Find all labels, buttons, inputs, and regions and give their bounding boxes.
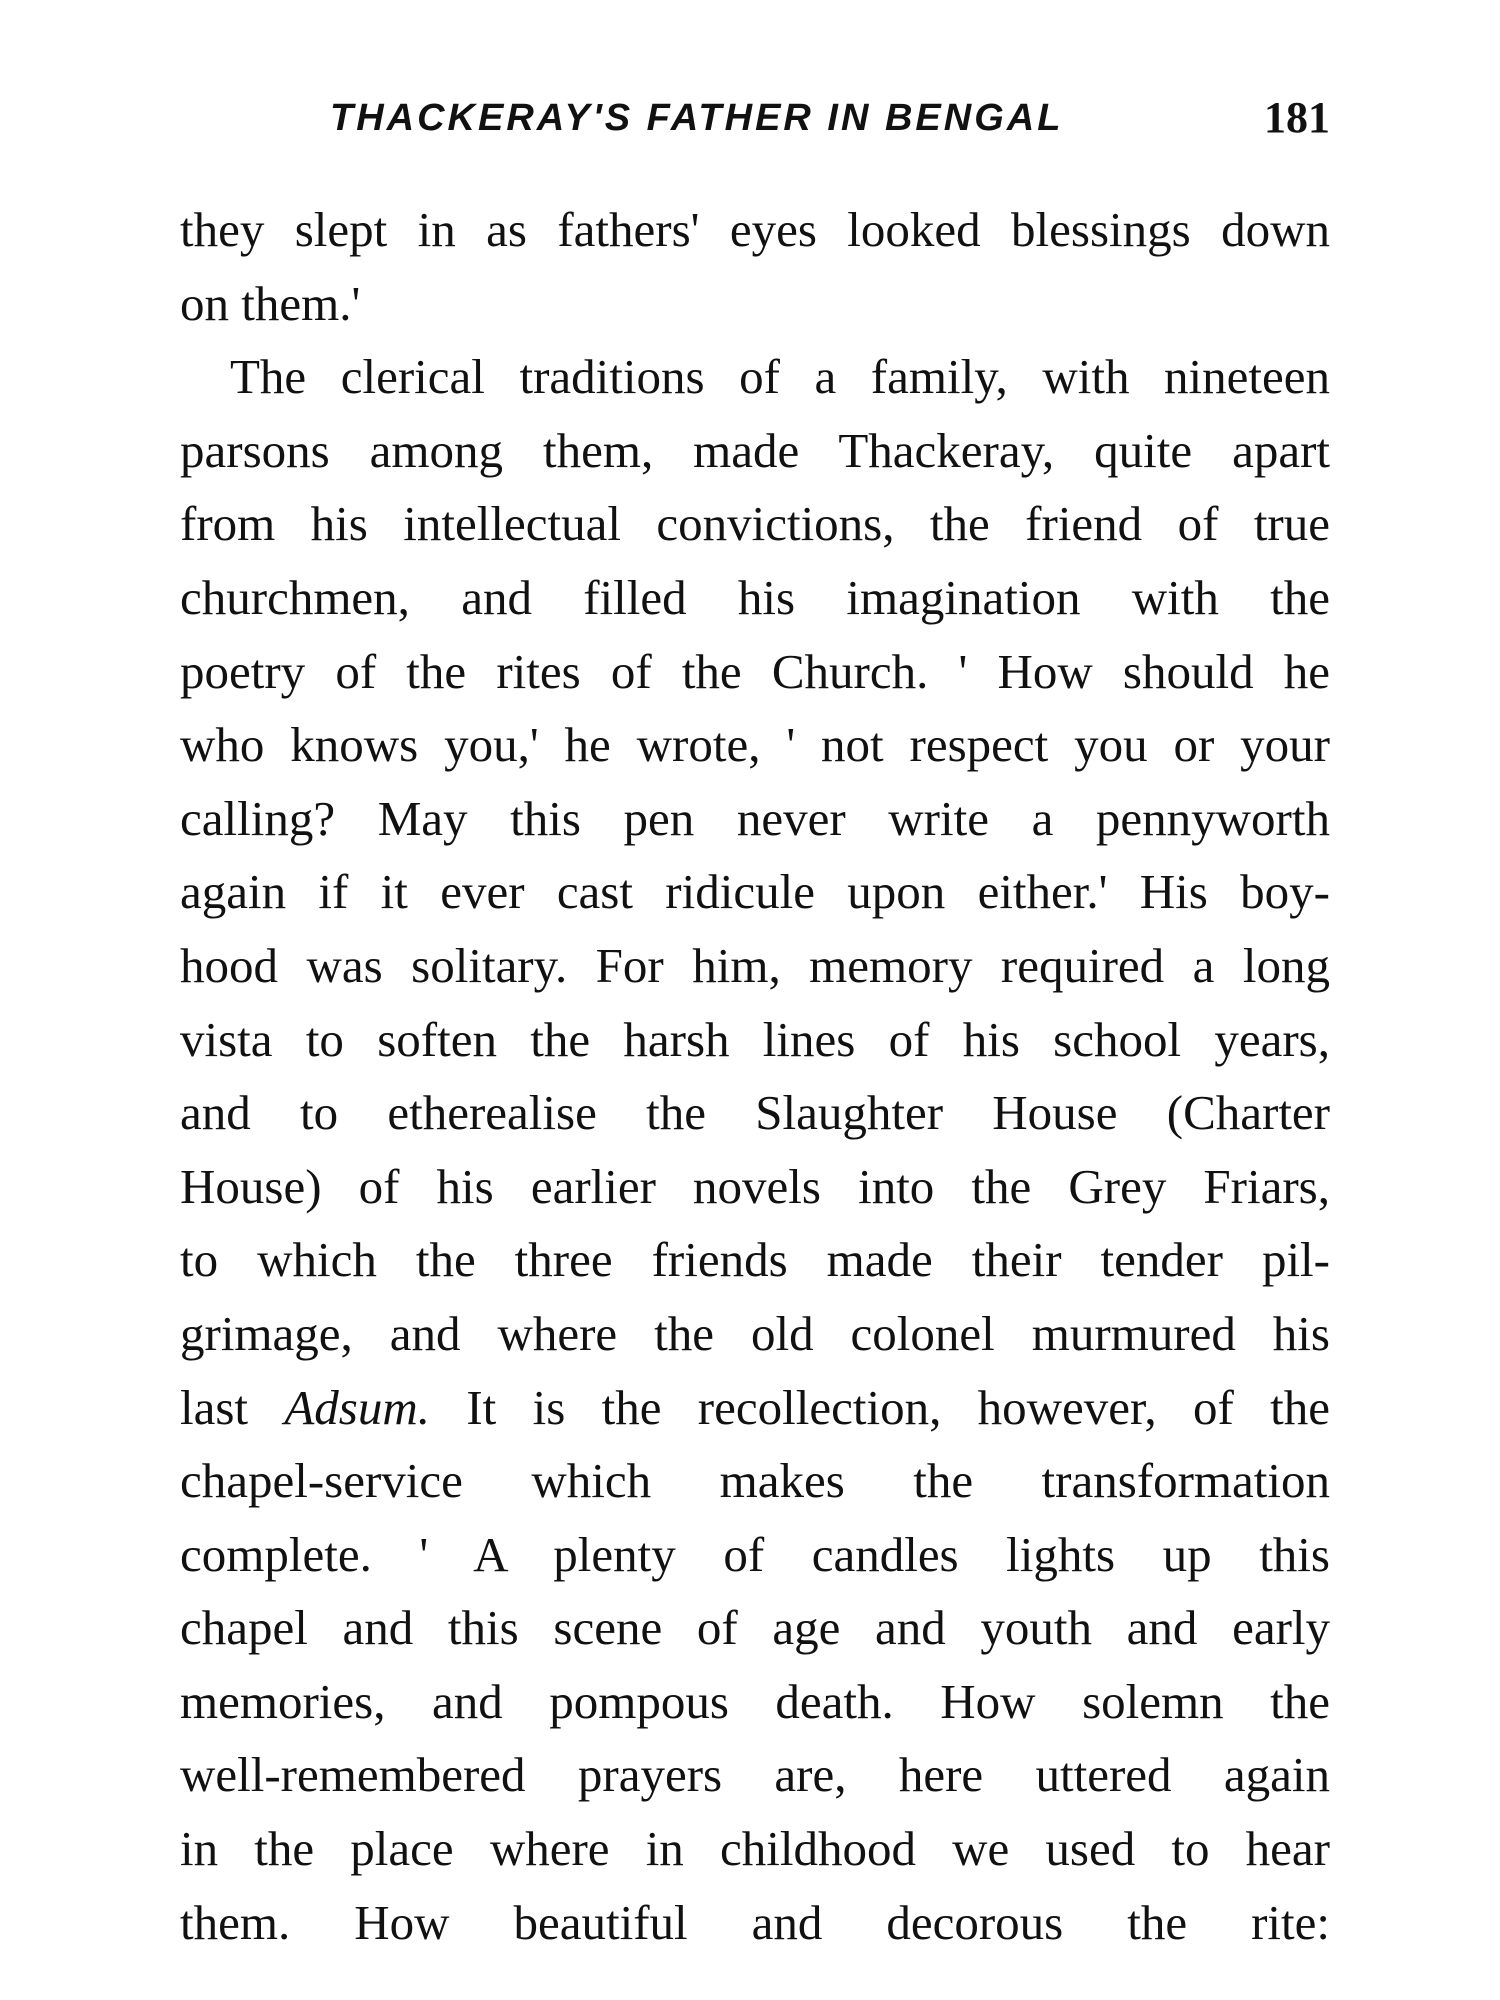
running-head (180, 88, 1330, 148)
text-line: calling? May this pen never write a pennyworth (180, 790, 1330, 846)
text-line: well-remembered prayers are, here uttered again (180, 1747, 1330, 1803)
text-line: memories, and pompous death. How solemn the (180, 1673, 1330, 1729)
text-line-pre: last (180, 1379, 285, 1435)
text-line: hood was solitary. For him, memory required a long (180, 937, 1330, 993)
text-line-adsum (180, 1371, 1330, 1445)
text-line: from his intellectual convictions, the friend of true (180, 496, 1330, 552)
text-line: and to etherealise the Slaughter House (Charter (180, 1085, 1330, 1141)
text-line: chapel and this scene of age and youth and early (180, 1600, 1330, 1656)
text-line: grimage, and where the old colonel murmured his (180, 1305, 1330, 1361)
text-line: parsons among them, made Thackeray, quite apart (180, 422, 1330, 478)
text-line: complete. ' A plenty of candles lights up this (180, 1526, 1330, 1582)
text-line: who knows you,' he wrote, ' not respect you or your (180, 717, 1330, 773)
text-line: poetry of the rites of the Church. ' How should he (180, 643, 1330, 699)
text-line-post: It is the recollection, however, of the (430, 1379, 1330, 1435)
text-line: on them.' (180, 275, 361, 331)
text-line: in the place where in childhood we used to hear (180, 1821, 1330, 1877)
text-line: chapel-service which makes the transformation (180, 1453, 1330, 1509)
text-line: churchmen, and filled his imagination with the (180, 569, 1330, 625)
page-number: 181 (1264, 93, 1330, 142)
text-line: vista to soften the harsh lines of his school years, (180, 1011, 1330, 1067)
body-text (180, 193, 1330, 1959)
text-line: they slept in as fathers' eyes looked blessings down (180, 202, 1330, 257)
text-line: The clerical traditions of a family, with nineteen (230, 349, 1330, 405)
text-line: again if it ever cast ridicule upon either.' His boy- (180, 864, 1330, 920)
running-title: THACKERAY'S FATHER IN BENGAL (330, 97, 1064, 139)
text-line: to which the three friends made their tender pil- (180, 1232, 1330, 1288)
adsum-italic: Adsum. (284, 1379, 431, 1435)
text-line: them. How beautiful and decorous the rite: (180, 1894, 1330, 1950)
text-line: House) of his earlier novels into the Grey Friars, (180, 1158, 1330, 1214)
